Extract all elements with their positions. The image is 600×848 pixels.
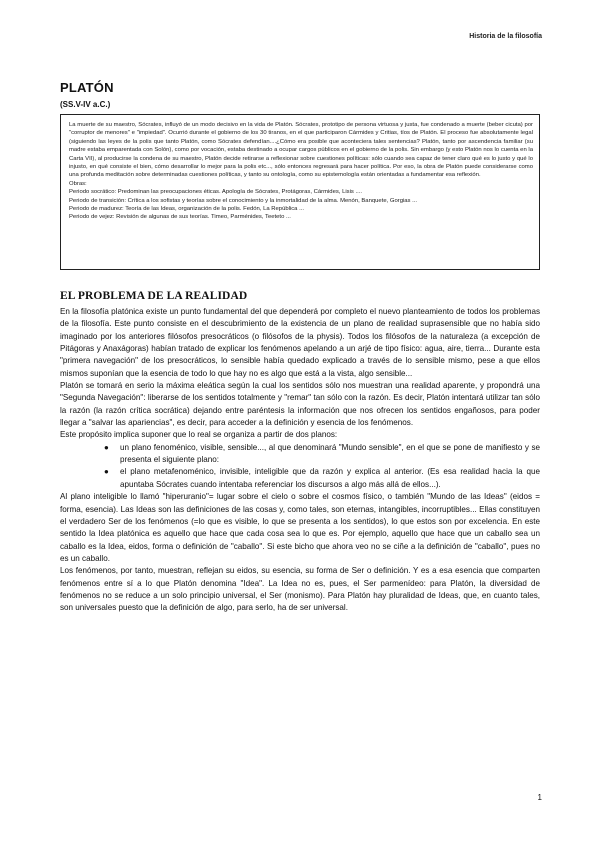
biography-paragraph: La muerte de su maestro, Sócrates, influyó de un modo decisivo en la vida de Platón. Sócrates, prototipo de persona virtuosa y justa, fue condenado a muerte (beber cicuta) por "corruptor de menores" e "impiedad". Ocurrió durante el gobierno de los 30 tiranos, en el que participaron Cármides y Critias, tíos de Platón. El proceso fue absolutamente legal (siguiendo las leyes de la polis que tanto Platón, como Sócrates defendían....¿Cómo era posible que aconteciera tales sentencias? Platón, tanto por ascendencia familiar (su madre estaba emparentada con Solón), como por vocación, estaba destinado a ocupar cargos públicos en el gobierno de la polis. Sin embargo (y esto Platón nos lo cuenta en la Carta VII), al producirse la condena de su maestro, Platón decide retirarse a reflexionar sobre cuestiones políticas: sólo cuando sea capaz de tener claro qué es lo justo y qué lo injusto, en qué consiste el bien, cómo desarrollar lo mejor para la polis etc..., sólo entonces regresará para hacer política. Por eso, la obra de Platón puede considerarse como una profunda meditación sobre determinadas cuestiones políticas, y tanto su ontología, como su epistemología están orientadas a fundamentar esa reflexión. xyxy=(69,122,533,179)
section-body xyxy=(60,306,540,615)
list-item-text: el plano metafenoménico, invisible, inteligible que da razón y explica al anterior. (Es esa realidad hacia la que apuntaba Sócrates cuando intentaba referenciar los discursos a algo más allá de ellos...). xyxy=(120,467,540,489)
paragraph-second-navigation: Platón se tomará en serio la máxima eleática según la cual los sentidos sólo nos muestran una realidad aparente, y propondrá una "Segunda Navegación": liberarse de los sentidos totalmente y "remar" tan sólo con la razón. Es decir, Platón intentará utilizar tan sólo la razón (la razón crítica socrática) dejando entre paréntesis la información que nos ofrecen los sentidos engañosos, para poder llegar a "salvar las apariencias", es decir, para acceder a la definición y esencia de los fenómenos. xyxy=(60,381,540,428)
page-number: 1 xyxy=(537,793,542,802)
bullet-icon: ● xyxy=(104,442,109,452)
paragraph-physis: En la filosofía platónica existe un punto fundamental del que dependerá por completo el nuevo planteamiento de todos los problemas de la filosofía. Este punto consiste en el descubrimiento de la existencia de un plano de realidad suprasensible que no había sido imaginado por los anteriores filósofos presocráticos (o filósofos de la physis). Todos los filósofos de la naturaleza (a excepción de Pitágoras y Anaxágoras) habían tratado de explicar los fenómenos apelando a un arjé de tipo físico: agua, aire, tierra... Durante esta "primera navegación" de los presocráticos, lo sensible había quedado explicado a través de lo sensible mismo, pese a que ellos mismos suponían que la esencia de todo lo que hay no es algo que está a la vista, algo sensible... xyxy=(60,307,540,378)
dates-subtitle: (SS.V-IV a.C.) xyxy=(60,100,111,109)
period-transition: Periodo de transición: Crítica a los sofistas y teorías sobre el conocimiento y la inmortalidad de la alma. Menón, Banquete, Gorgias ... xyxy=(69,197,418,204)
paragraph-hiperuranio: Al plano inteligible lo llamó "hiperuranio"= lugar sobre el cielo o sobre el cosmos físico, o también "Mundo de las Ideas" (eidos = forma, esencia). Las Ideas son las definiciones de las cosas y, como tales, son eternas, intangibles, incorruptibles... Ellas constituyen el verdadero Ser de los fenómenos (=lo que es visible, lo que se presenta a los sentidos), lo que estos son por excelencia. En este sentido la Idea platónica es aquello que hace que cada cosa sea lo que es. Por ejemplo, aquello que hace que un caballo sea un caballo es la Idea, eidos, forma o definición de "caballo". Si este bicho que ahora veo no se ciñe a la definición de "caballo", pues no es un caballo. xyxy=(60,492,540,563)
planes-list xyxy=(60,442,540,491)
paragraph-ideas: Los fenómenos, por tanto, muestran, reflejan su eidos, su esencia, su forma de Ser o definición. Y es a esa esencia que comparten fenómenos entre sí a lo que Platón denomina "Idea". La Idea no es, pues, el Ser parmenídeo: para Platón, la diversidad de fenómenos no se reduce a un solo principio universal, el Ser (monismo). Para Platón hay pluralidad de Ideas, que, en cuanto tales, son universales puesto que la definición de algo, para serlo, ha de ser universal. xyxy=(60,566,540,613)
list-item-text: un plano fenoménico, visible, sensible..., al que denominará "Mundo sensible", en el que se pone de manifiesto y se presenta el siguiente plano: xyxy=(120,442,540,465)
period-old-age: Periodo de vejez: Revisión de algunas de sus teorías. Timeo, Parménides, Teeteto ... xyxy=(69,214,291,221)
bullet-icon: ● xyxy=(104,467,109,477)
paragraph-two-planes-intro: Este propósito implica suponer que lo real se organiza a partir de dos planos: xyxy=(60,430,338,440)
running-head: Historia de la filosofía xyxy=(469,33,542,40)
page-title: PLATÓN xyxy=(60,80,114,95)
period-maturity: Periodo de madurez: Teoría de las Ideas, organización de la polis. Fedón, La República ... xyxy=(69,206,305,213)
list-item xyxy=(60,442,540,467)
biography-box xyxy=(60,114,540,270)
section-heading: EL PROBLEMA DE LA REALIDAD xyxy=(60,290,248,302)
period-socratic: Periodo socrático: Predominan las preocupaciones éticas. Apología de Sócrates, Protágoras, Cármides, Lisis .... xyxy=(69,189,363,196)
works-label: Obras: xyxy=(69,180,87,187)
list-item xyxy=(60,466,540,491)
